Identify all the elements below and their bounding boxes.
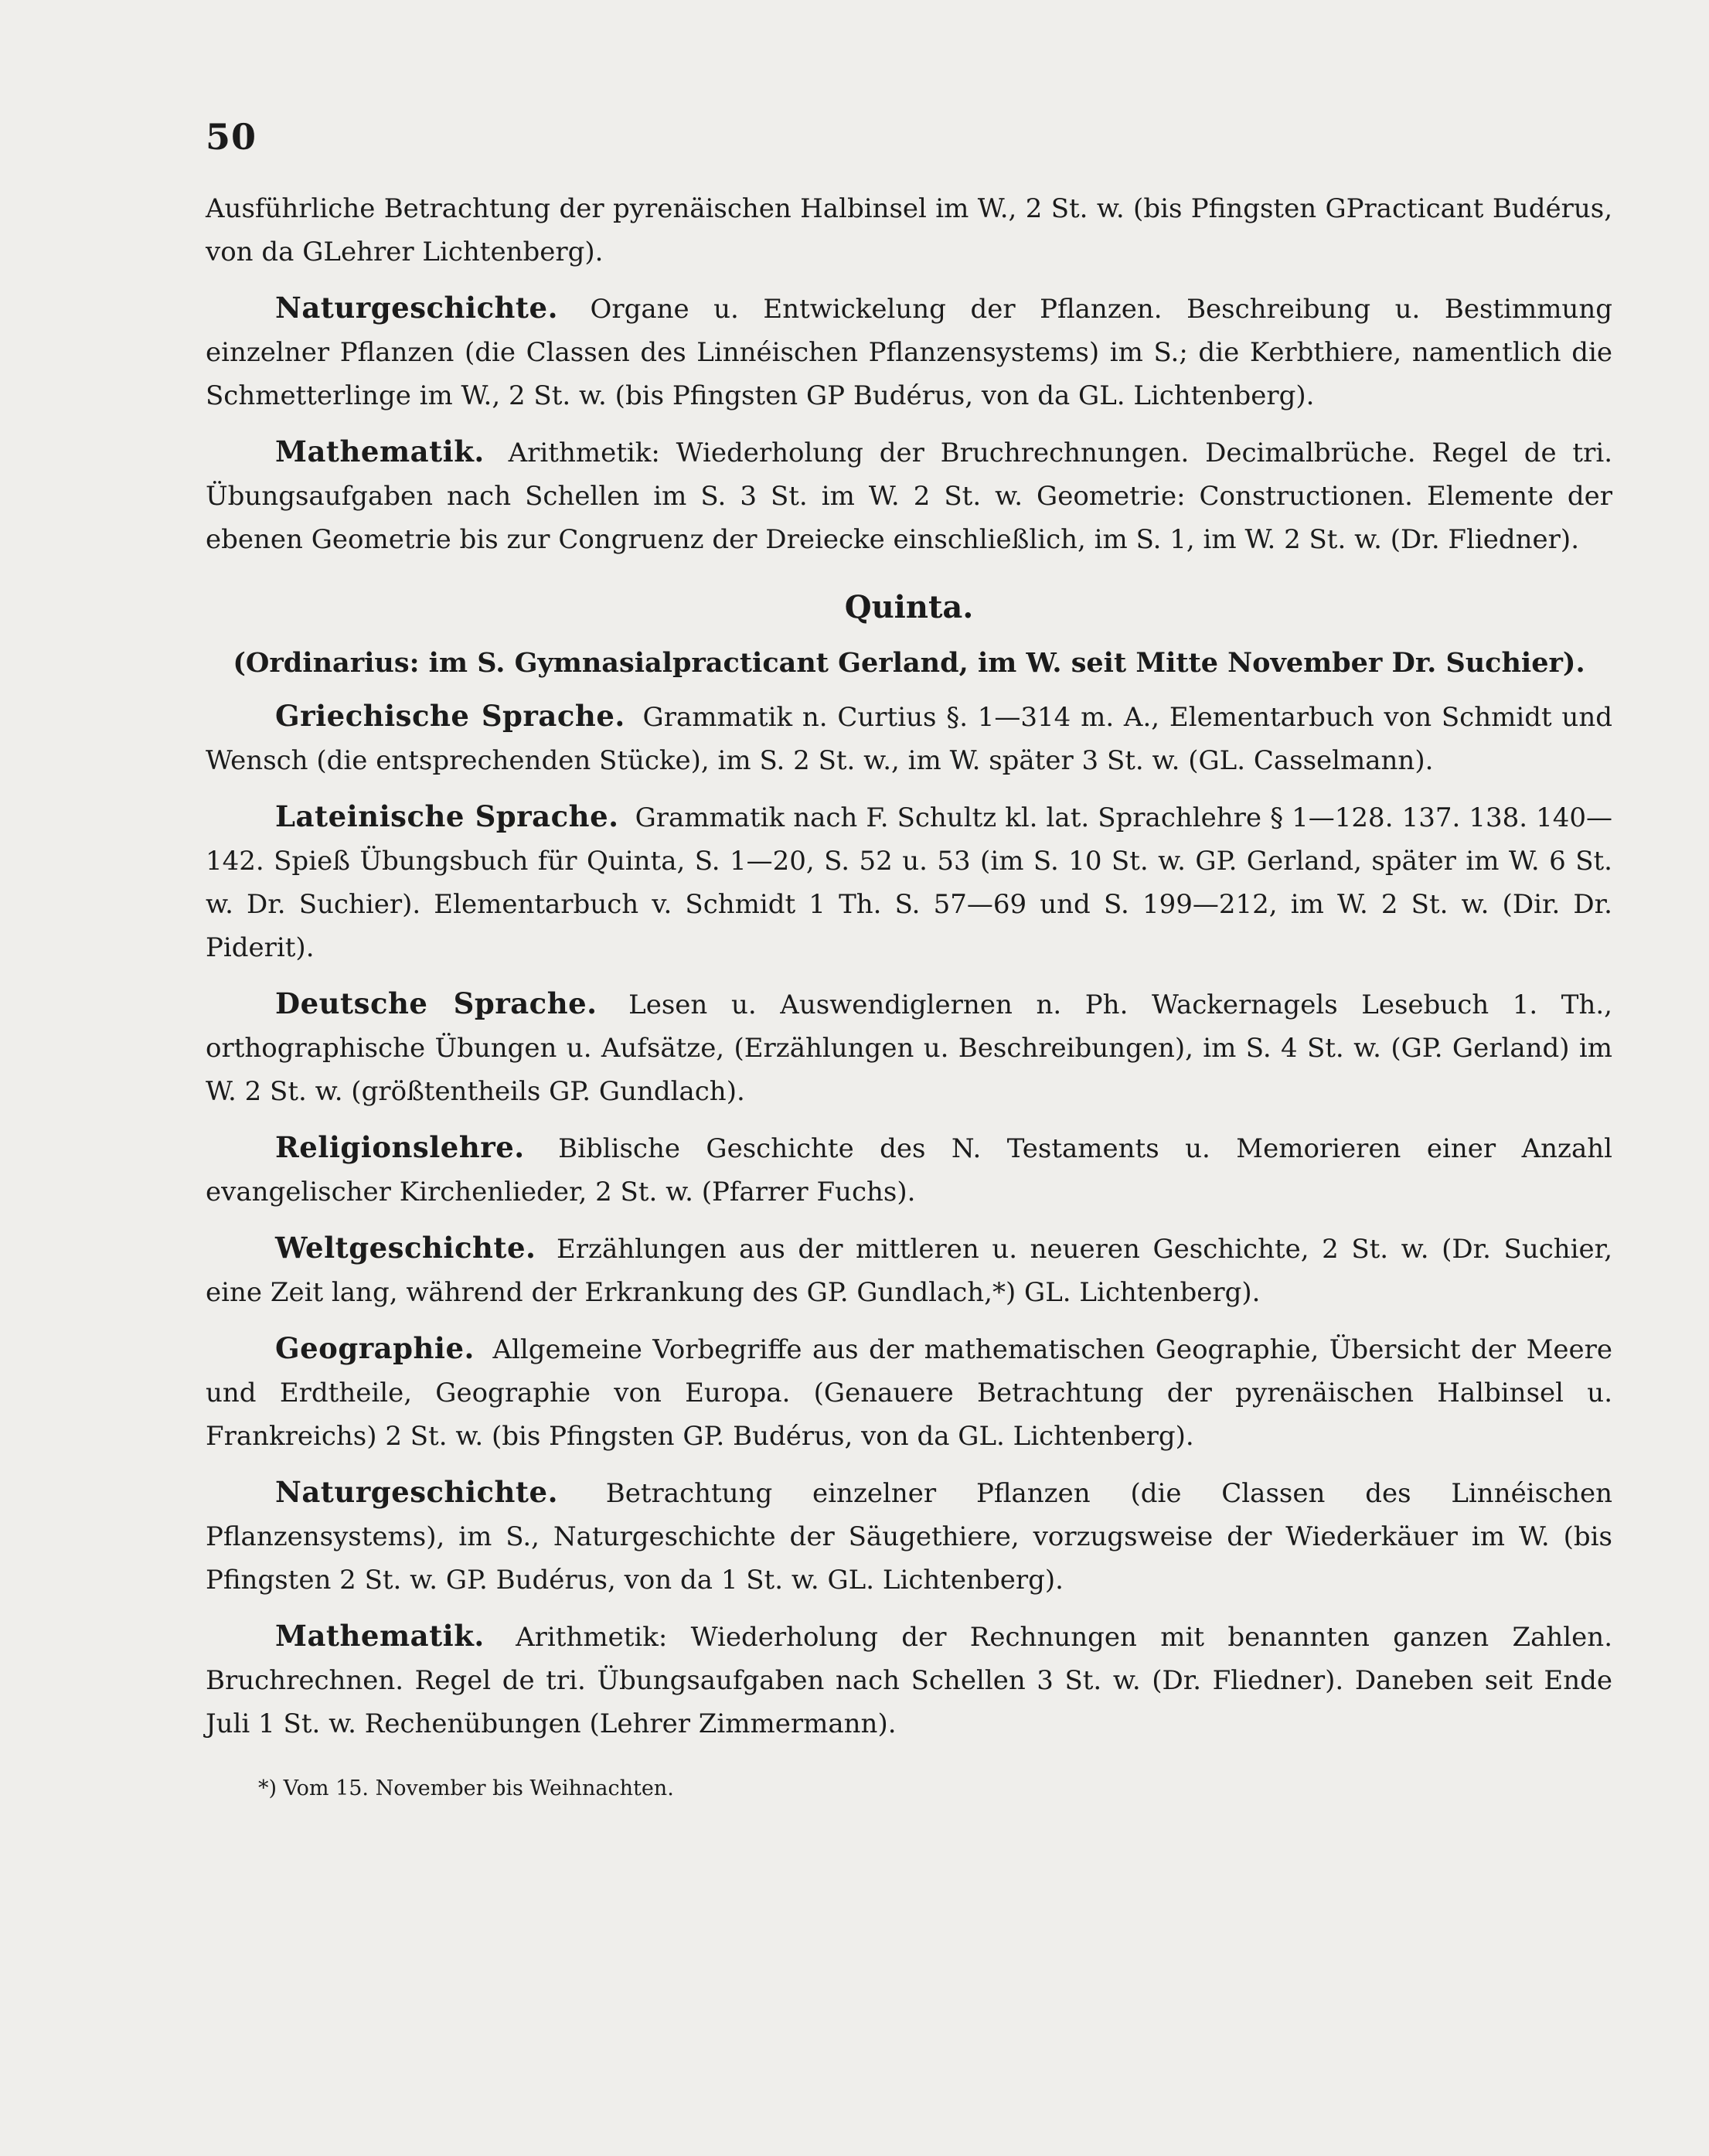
entry-heading: Lateinische Sprache.	[275, 799, 619, 833]
entry-quarta-naturgeschichte	[206, 286, 1612, 417]
entry-text: Lesen u. Auswendiglernen n. Ph. Wackernagels Lesebuch 1. Th., orthographische Übungen u. Aufsätze, (Erzählungen u. Beschreibungen), im S. 4 St. w. (GP. Gerland) im W. 2 St. w. (größtentheils GP. Gundlach).	[206, 989, 1612, 1107]
entry-weltgeschichte	[206, 1226, 1612, 1314]
entry-heading: Weltgeschichte.	[275, 1231, 536, 1265]
continuation-paragraph: Ausführliche Betrachtung der pyrenäischen Halbinsel im W., 2 St. w. (bis Pfingsten GPracticant Budérus, von da GLehrer Lichtenberg).	[206, 193, 1612, 267]
entry-heading: Griechische Sprache.	[275, 699, 625, 733]
entry-text: Organe u. Entwickelung der Pflanzen. Beschreibung u. Bestimmung einzelner Pflanzen (die Classen des Linnéischen Pflanzensystems) im S.; die Kerbthiere, namentlich die Schmetterlinge im W., 2 St. w. (bis Pfingsten GP Budérus, von da GL. Lichtenberg).	[206, 294, 1612, 411]
footnote: *) Vom 15. November bis Weihnachten.	[258, 1776, 674, 1800]
ordinarius-line: (Ordinarius: im S. Gymnasialpracticant Gerland, im W. seit Mitte November Dr. Suchier).	[233, 647, 1585, 679]
page-number: 50	[206, 116, 257, 158]
entry-text: Allgemeine Vorbegriffe aus der mathematischen Geographie, Übersicht der Meere und Erdtheile, Geographie von Europa. (Genauere Betrachtung der pyrenäischen Halbinsel u. Frankreichs) 2 St. w. (bis Pfingsten GP. Budérus, von da GL. Lichtenberg).	[206, 1334, 1612, 1452]
entry-text: Betrachtung einzelner Pflanzen (die Classen des Linnéischen Pflanzensystems), im S., Naturgeschichte der Säugethiere, vorzugsweise der Wiederkäuer im W. (bis Pfingsten 2 St. w. GP. Budérus, von da 1 St. w. GL. Lichtenberg).	[206, 1478, 1612, 1596]
entry-text: Grammatik n. Curtius §. 1—314 m. A., Elementarbuch von Schmidt und Wensch (die entsprechenden Stücke), im S. 2 St. w., im W. später 3 St. w. (GL. Casselmann).	[206, 702, 1612, 776]
entry-heading: Naturgeschichte.	[275, 291, 558, 325]
entry-heading: Mathematik.	[275, 1619, 485, 1653]
entry-deutsche-sprache	[206, 982, 1612, 1113]
page-content	[206, 116, 1612, 1804]
entry-heading: Geographie.	[275, 1331, 475, 1365]
entry-text: Grammatik nach F. Schultz kl. lat. Sprachlehre § 1—128. 137. 138. 140—142. Spieß Übungsbuch für Quinta, S. 1—20, S. 52 u. 53 (im S. 10 St. w. GP. Gerland, später im W. 6 St. w. Dr. Suchier). Elementarbuch v. Schmidt 1 Th. S. 57—69 und S. 199—212, im W. 2 St. w. (Dir. Dr. Piderit).	[206, 802, 1613, 963]
entry-heading: Religionslehre.	[275, 1130, 525, 1164]
entry-lateinische-sprache	[206, 795, 1612, 969]
section-title-quinta: Quinta.	[844, 589, 974, 625]
entry-griechische-sprache	[206, 694, 1612, 782]
entry-geographie	[206, 1327, 1612, 1458]
entry-quarta-mathematik	[206, 430, 1612, 561]
entry-heading: Deutsche Sprache.	[275, 986, 597, 1020]
entry-text: Biblische Geschichte des N. Testaments u. Memorieren einer Anzahl evangelischer Kirchenlieder, 2 St. w. (Pfarrer Fuchs).	[206, 1133, 1612, 1207]
entry-text: Arithmetik: Wiederholung der Rechnungen mit benannten ganzen Zahlen. Bruchrechnen. Regel de tri. Übungsaufgaben nach Schellen 3 St. w. (Dr. Fliedner). Daneben seit Ende Juli 1 St. w. Rechenübungen (Lehrer Zimmermann).	[206, 1622, 1612, 1739]
entry-text: Erzählungen aus der mittleren u. neueren Geschichte, 2 St. w. (Dr. Suchier, eine Zeit lang, während der Erkrankung des GP. Gundlach,*) GL. Lichtenberg).	[206, 1234, 1613, 1308]
entry-naturgeschichte	[206, 1470, 1612, 1602]
entry-mathematik	[206, 1614, 1612, 1746]
entry-text: Arithmetik: Wiederholung der Bruchrechnungen. Decimalbrüche. Regel de tri. Übungsaufgaben nach Schellen im S. 3 St. im W. 2 St. w. Geometrie: Constructionen. Elemente der ebenen Geometrie bis zur Congruenz der Dreiecke einschließlich, im S. 1, im W. 2 St. w. (Dr. Fliedner).	[206, 438, 1613, 555]
entry-religionslehre	[206, 1126, 1612, 1214]
entry-heading: Mathematik.	[275, 434, 485, 468]
entry-heading: Naturgeschichte.	[275, 1475, 558, 1509]
